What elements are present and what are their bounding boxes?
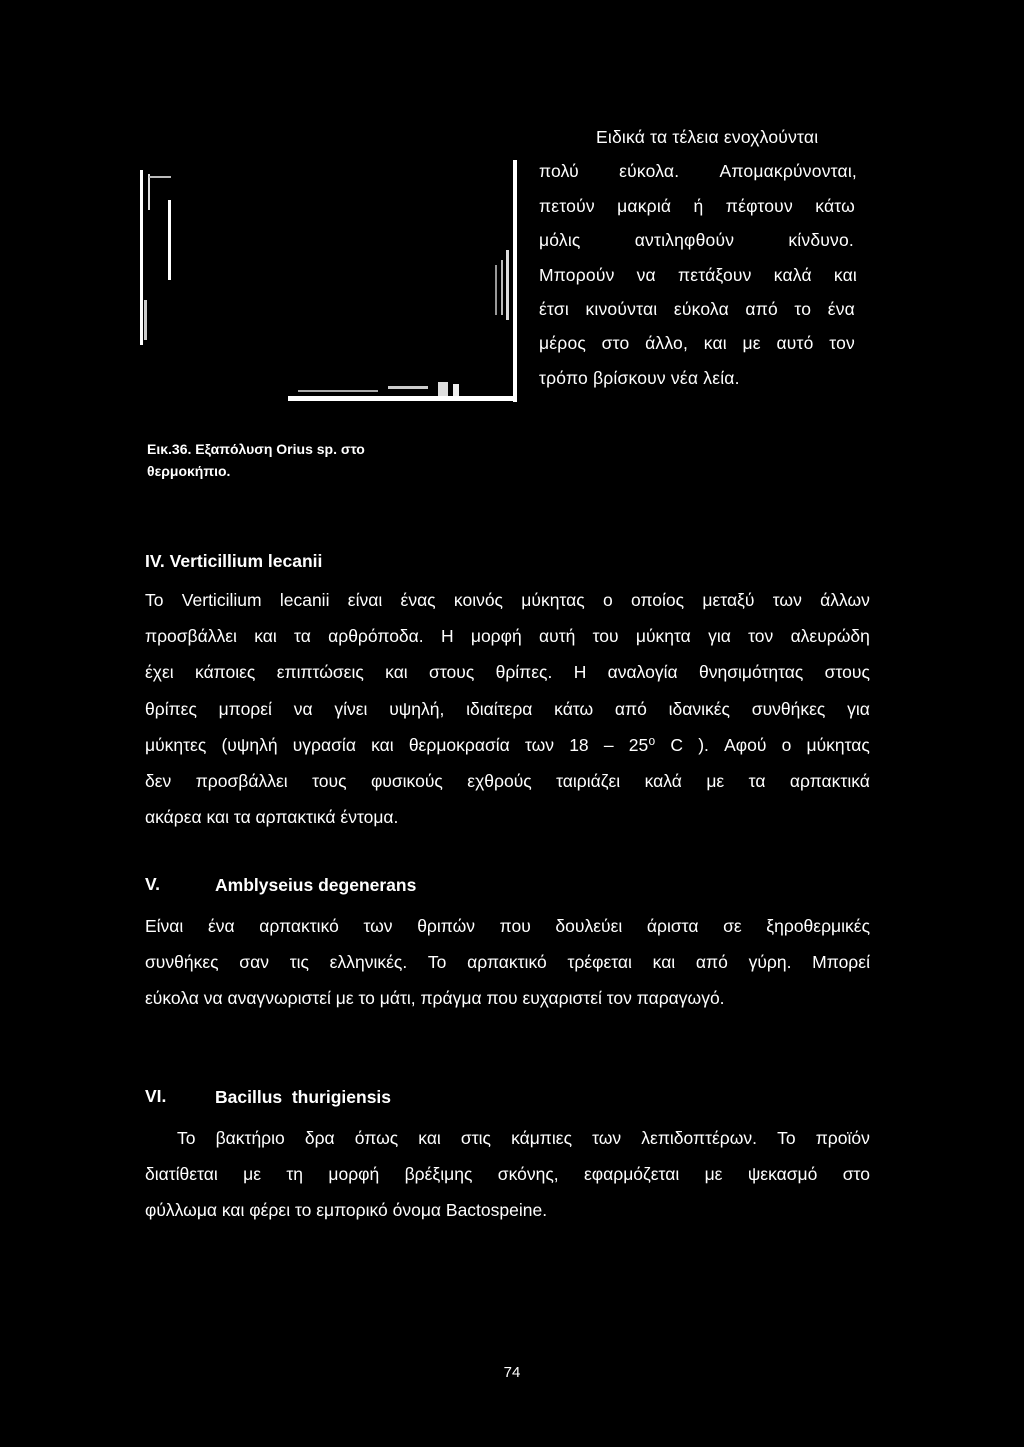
word: μακριά [617,195,672,216]
word: 25⁰ [628,734,656,755]
word: σκόνης, [497,1164,559,1185]
word: το [794,299,812,320]
word: και [833,264,857,285]
word: Το [777,1128,796,1148]
word: ένας [400,590,436,610]
word: πετάξουν [677,264,752,285]
word: Είναι [145,916,184,936]
word: μύκητας [806,734,870,755]
word: κάποιες [195,662,256,683]
word: για [847,698,870,719]
section-heading [145,1086,870,1108]
word: εύκολα. [619,161,680,182]
side-text-line [539,189,855,223]
word: με [706,771,725,792]
word: Μπορεί [812,952,870,973]
word: θερμοκρασία [408,734,510,755]
word: στο [842,1164,870,1185]
word: θνησιμότητας [698,662,804,683]
word: υψηλή, [389,698,445,719]
word: στο [601,333,630,354]
word: αρπακτικά [789,771,870,792]
word: μεταξύ [702,590,755,610]
word: μόλις [539,230,581,251]
word: ή [693,195,704,216]
word: από [614,698,647,719]
word: μορφή [328,1164,380,1185]
section-title: Bacillus thurigiensis [215,1087,392,1107]
word: συνθήκες [145,952,219,973]
word: κίνδυνο. [788,230,854,251]
word: θριπών [417,916,476,936]
word: και [385,662,408,683]
word: θρίπες. [495,662,553,683]
word: που [499,916,531,936]
word: μορφή [470,626,522,647]
word: διατίθεται [145,1164,218,1185]
word: μύκητες [145,734,207,755]
side-text-line [539,223,854,257]
text-row [145,763,870,799]
word: συνθήκες [751,698,826,719]
word: αυτό [776,333,814,354]
word: αρπακτικό [259,916,339,936]
section-number: V. [145,874,160,894]
word: τα [294,626,311,647]
section-paragraph [145,582,870,835]
text-row [145,691,870,727]
word: προσβάλλει [195,771,288,792]
word: του [592,626,619,647]
section-verticillium [145,550,870,835]
word: ταιριάζει [556,771,621,792]
word: βακτήριο [215,1128,285,1148]
figure-side-text [539,120,869,395]
word: εφαρμόζεται [583,1164,680,1185]
figure-image [138,160,528,410]
section-bacillus [145,1086,870,1229]
word: C [670,734,684,755]
side-text-line [539,326,855,360]
side-text-line [539,292,855,326]
word: των [363,916,393,936]
word: μέρος [539,333,587,354]
text-row [145,944,870,980]
word: αυτή [539,626,576,647]
side-text-line: Ειδικά τα τέλεια ενοχλούνται [596,127,819,147]
word: τον [748,626,774,647]
text-row [145,1156,870,1192]
word: με [243,1164,262,1185]
text-row [145,908,870,944]
word: δρα [304,1128,335,1148]
word: κάμπιες [511,1128,572,1148]
word: στους [824,662,870,683]
text-row [145,654,870,690]
word: σε [723,916,742,936]
section-paragraph [145,1120,870,1229]
word: ψεκασμό [747,1164,818,1185]
word: Μπορούν [539,264,615,285]
word: των [524,734,555,755]
word: τη [286,1164,304,1185]
word: όπως [354,1128,399,1148]
word: καλά [644,771,682,792]
word: εύκολα [673,299,729,320]
word: Verticilium [181,590,262,610]
word: άλλο, [645,333,689,354]
word: εχθρούς [467,771,532,792]
word: έχει [145,662,174,683]
word: lecanii [279,590,330,610]
word: αρπακτικό [467,952,547,973]
word: (υψηλή [221,734,278,755]
word: σαν [239,952,269,973]
word: λεπιδοπτέρων. [641,1128,758,1148]
word: επιπτώσεις [276,662,364,683]
word: μπορεί [218,698,272,719]
word: κάτω [554,698,594,719]
word: τους [312,771,347,792]
word: και [652,952,676,973]
caption-line: Εικ.36. Εξαπόλυση Orius sp. στο [147,441,365,457]
word: κάτω [815,195,855,216]
section-number: VI. [145,1086,167,1106]
word: μύκητας [521,590,585,610]
word: πέφτουν [725,195,793,216]
word: Η [573,662,587,683]
word: κοινός [453,590,503,610]
text-row: εύκολα να αναγνωριστεί με το μάτι, πράγμα που ευχαριστεί τον παραγωγό. [145,988,725,1009]
word: κινούνται [585,299,658,320]
word: Απομακρύνονται, [719,161,857,182]
word: να [636,264,656,285]
word: και [418,1128,441,1148]
word: στους [429,662,475,683]
word: για [708,626,731,647]
text-row [145,618,870,654]
section-paragraph [145,908,870,1017]
word: Το [145,590,164,610]
word: – [603,734,614,755]
word: με [704,1164,723,1185]
word: Το [427,952,447,973]
section-amblyseius [145,874,870,1017]
word: καλά [773,264,812,285]
word: πετούν [539,195,595,216]
word: από [745,299,778,320]
word: πολύ [539,161,579,182]
word: αλευρώδη [790,626,870,647]
caption-line: θερμοκήπιο. [147,463,231,479]
word: των [592,1128,622,1148]
word: και [254,626,277,647]
word: άλλων [820,590,870,610]
word: αναλογία [607,662,678,683]
word: Η [440,626,454,647]
word: και [703,333,727,354]
word: με [742,333,761,354]
word: θρίπες [145,698,197,719]
word: αντιληφθούν [634,230,735,251]
word: αρθρόποδα. [328,626,424,647]
word: Αφού [724,734,767,755]
page-number: 74 [503,1364,521,1381]
word: προϊόν [815,1128,870,1148]
word: άριστα [646,916,699,936]
word: ιδανικές [668,698,730,719]
word: από [695,952,728,973]
word: τον [829,333,855,354]
word: οποίος [630,590,685,610]
word: υγρασία [292,734,356,755]
word: βρέξιμης [404,1164,473,1185]
word: να [293,698,313,719]
word: ελληνικές. [329,952,408,973]
figure-caption [147,438,447,482]
word: γίνει [334,698,368,719]
word: φυσικούς [370,771,443,792]
text-row [145,582,870,618]
side-text-line: τρόπο βρίσκουν νέα λεία. [539,367,740,388]
section-heading: IV. Verticillium lecanii [145,551,323,571]
word: 18 [569,734,589,755]
word: έτσι [539,299,569,320]
text-row [145,727,870,763]
side-text-line [539,154,857,188]
word: ιδιαίτερα [466,698,533,719]
word: είναι [347,590,383,610]
word: ξηροθερμικές [766,916,870,936]
word: των [772,590,802,610]
text-row: ακάρεα και τα αρπακτικά έντομα. [145,807,399,828]
word: ο [781,734,792,755]
word: και [371,734,394,755]
word: τις [289,952,309,973]
word: δεν [145,771,172,792]
word: ). [698,734,709,755]
word: τα [748,771,766,792]
word: μύκητα [635,626,691,647]
word: γύρη. [748,952,792,973]
text-row: φύλλωμα και φέρει το εμπορικό όνομα Bactospeine. [145,1200,548,1221]
text-row [145,1120,870,1156]
word: δουλεύει [555,916,623,936]
word: Το [177,1128,196,1148]
word: ένα [827,299,855,320]
section-title: Amblyseius degenerans [215,875,417,895]
word: ο [602,590,613,610]
word: ένα [207,916,235,936]
side-text-line [539,258,857,292]
word: τρέφεται [567,952,632,973]
word: προσβάλλει [145,626,237,647]
word: στις [460,1128,491,1148]
section-heading [145,874,870,896]
